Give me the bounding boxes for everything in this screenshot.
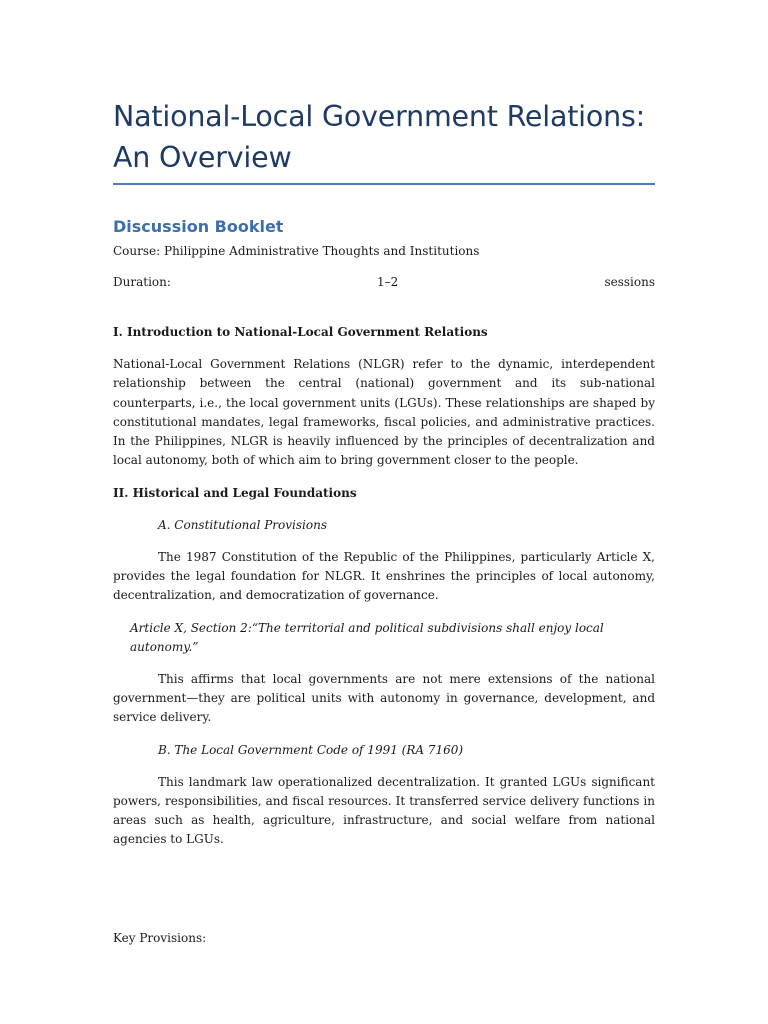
duration-line — [113, 273, 655, 292]
duration-value: 1–2 — [377, 275, 399, 289]
subsection-a-paragraph-2: This affirms that local governments are not mere extensions of the national government—they are political units with autonomy in governance, development, and service delivery. — [113, 671, 655, 725]
key-provisions-label: Key Provisions: — [113, 930, 207, 945]
course-line: Course: Philippine Administrative Thoughts and Institutions — [113, 244, 480, 258]
subsection-b-paragraph: This landmark law operationalized decentralization. It granted LGUs significant powers, responsibilities, and fiscal resources. It transferred service delivery functions in areas such as health, agriculture, infrastructure, and social welfare from national agencies to LGUs. — [113, 774, 655, 847]
title-underline — [113, 183, 655, 185]
subsection-heading-b: B. The Local Government Code of 1991 (RA 7160) — [158, 742, 464, 757]
document-title — [113, 96, 655, 178]
section-heading-2: II. Historical and Legal Foundations — [113, 485, 357, 500]
subsection-a-paragraph: The 1987 Constitution of the Republic of the Philippines, particularly Article X, provides the legal foundation for NLGR. It enshrines the principles of local autonomy, decentralization, and democratization of governance. — [113, 549, 655, 603]
document-page — [113, 96, 655, 948]
section-1-paragraph: National-Local Government Relations (NLGR) refer to the dynamic, interdependent relationship between the central (national) government and its sub-national counterparts, i.e., the local government units (LGUs). These relationships are shaped by constitutional mandates, legal frameworks, fiscal policies, and administrative practices. In the Philippines, NLGR is heavily influenced by the principles of decentralization and local autonomy, both of which aim to bring government closer to the people. — [113, 357, 655, 468]
document-subtitle: Discussion Booklet — [113, 217, 284, 236]
subsection-heading-a: A. Constitutional Provisions — [158, 517, 327, 532]
section-heading-1: I. Introduction to National-Local Government Relations — [113, 325, 488, 339]
duration-label: Duration: — [113, 275, 171, 289]
constitution-quote: Article X, Section 2:“The territorial and political subdivisions shall enjoy local autonomy.” — [130, 620, 604, 654]
title-line-2: An Overview — [113, 141, 292, 174]
title-line-1: National-Local Government Relations: — [113, 100, 646, 133]
duration-unit: sessions — [604, 275, 655, 289]
